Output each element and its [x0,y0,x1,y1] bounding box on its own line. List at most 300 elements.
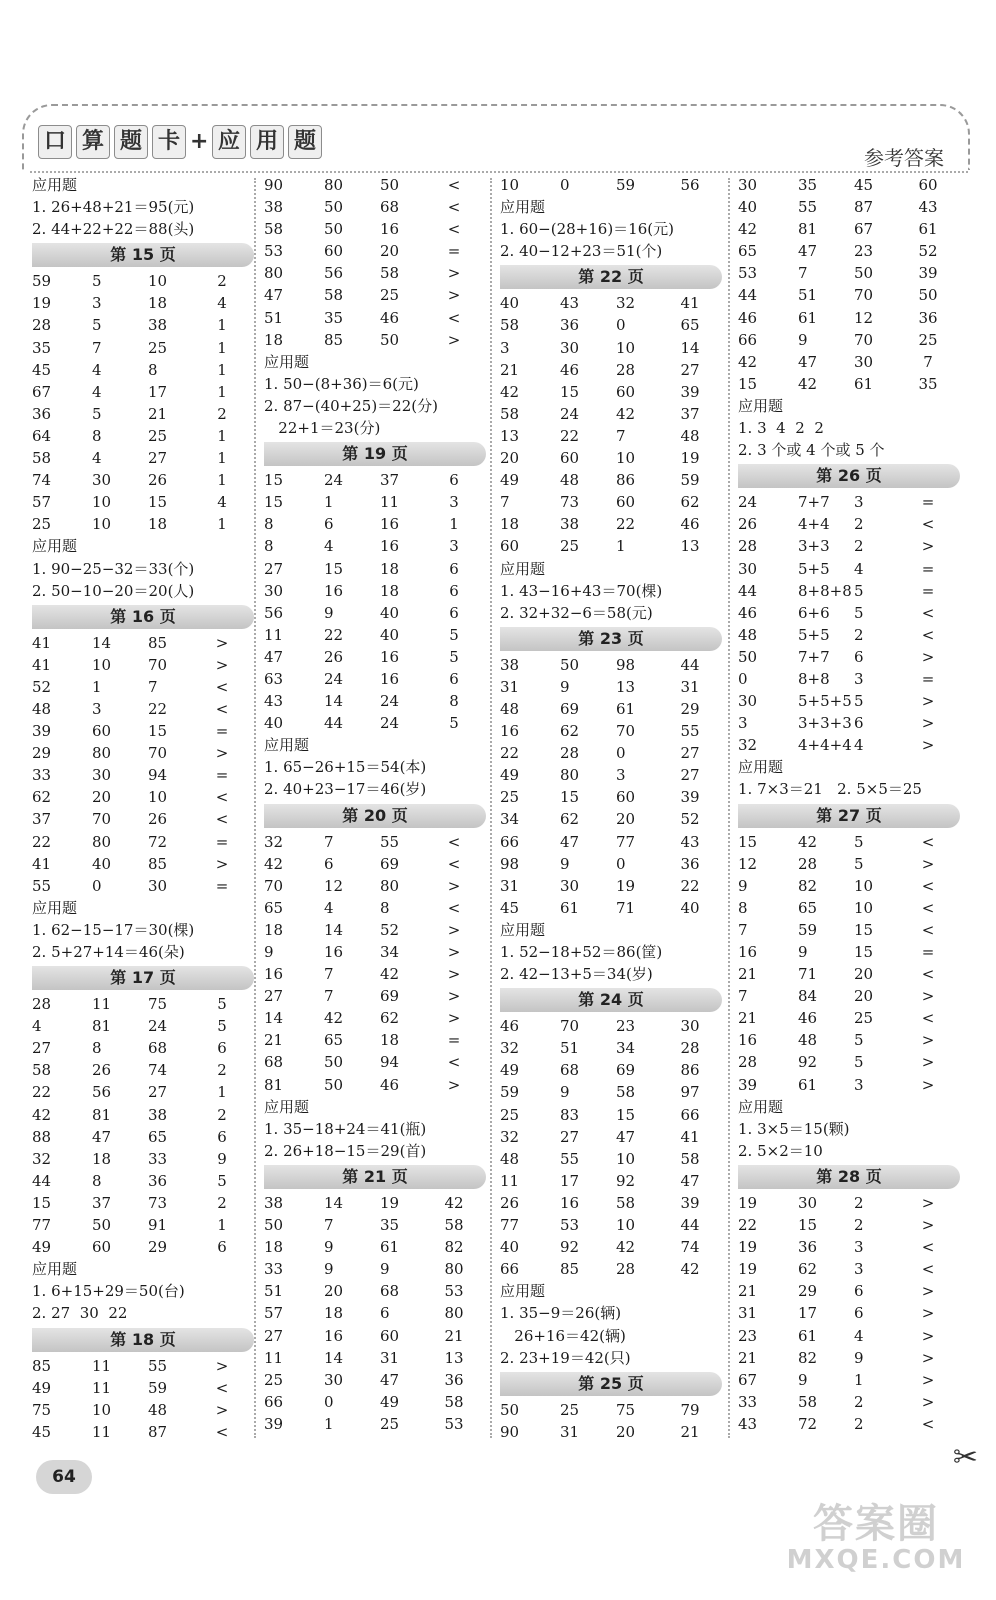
answer-row [264,1051,486,1073]
answer-cell: 60 [918,176,938,194]
answer-cell: 0 [616,316,626,335]
answer-cell: 18 [380,581,400,600]
answer-cell: 30 [92,766,112,785]
answer-cell: 35 [798,176,818,194]
answer-cell: 57 [32,493,52,512]
answer-cell: 81 [92,1105,112,1124]
answer-cell: 14 [324,920,344,939]
answer-cell: 29 [680,699,700,718]
answer-column-4 [738,174,960,1435]
answer-row [264,1302,486,1324]
answer-cell: 49 [32,1238,52,1257]
answer-cell: 67 [854,220,874,239]
answer-cell: 46 [500,1017,520,1036]
answer-cell: 30 [264,581,284,600]
answer-cell: 34 [616,1039,636,1058]
answer-cell: 3+3+3 [798,714,852,733]
answer-cell: 61 [616,699,636,718]
answer-cell: 62 [380,1009,400,1028]
page-section-header: 第 28 页 [738,1165,960,1189]
answer-cell: 16 [380,669,400,688]
answer-cell: 20 [616,1422,636,1441]
answer-row [264,963,486,985]
answer-row [500,1104,722,1126]
answer-cell: 1 [217,382,227,401]
answer-cell: 14 [264,1009,284,1028]
answer-row [738,1347,960,1369]
answer-cell: 19 [680,449,700,468]
answer-cell: 87 [148,1422,168,1441]
answer-cell: 3 [854,1075,864,1094]
answer-cell: 28 [738,1053,758,1072]
answer-row [264,240,486,262]
answer-cell: 1 [217,1216,227,1235]
answer-cell: 10 [92,515,112,534]
answer-cell: 83 [560,1105,580,1124]
answer-row [738,831,960,853]
answer-cell: 42 [264,854,284,873]
answer-cell: 65 [738,242,758,261]
answer-cell: 8 [380,898,390,917]
answer-cell: 15 [264,471,284,490]
answer-cell: = [447,1031,461,1050]
answer-row [738,558,960,580]
answer-cell: 38 [560,515,580,534]
answer-row [264,491,486,513]
answer-cell: 29 [148,1238,168,1257]
answer-row [738,262,960,284]
answer-cell: 84 [798,987,818,1006]
answer-cell: 50 [324,198,344,217]
answer-cell: 82 [798,1348,818,1367]
answer-cell: < [447,176,461,194]
answer-row [738,307,960,329]
answer-row [500,698,722,720]
word-problem-label: 应用题 [500,559,546,578]
answer-cell: 59 [148,1378,168,1397]
answer-cell: 28 [798,854,818,873]
answer-cell: 47 [798,352,818,371]
answer-cell: 48 [798,1031,818,1050]
answer-cell: 61 [798,1326,818,1345]
answer-cell: 47 [616,1127,636,1146]
answer-row [500,1399,722,1421]
answer-cell: 48 [680,426,700,445]
answer-cell: 85 [560,1260,580,1279]
answer-cell: 35 [918,374,938,393]
word-problem-answer: 1. 3×5＝15(颗) [738,1119,850,1138]
answer-cell: 28 [32,316,52,335]
answer-cell: > [921,1216,935,1235]
answer-cell: 48 [738,625,758,644]
answer-cell: 44 [32,1171,52,1190]
answer-cell: 5 [217,995,227,1014]
answer-row [264,218,486,240]
answer-row [738,1391,960,1413]
answer-cell: 58 [616,1083,636,1102]
answer-cell: 20 [500,449,520,468]
answer-row [32,1126,254,1148]
answer-cell: 85 [148,633,168,652]
answer-cell: 18 [92,1149,112,1168]
answer-cell: 46 [380,1075,400,1094]
answer-cell: 66 [500,832,520,851]
answer-row [500,1214,722,1236]
answer-cell: 5 [449,647,459,666]
answer-cell: 52 [680,810,700,829]
answer-cell: 47 [560,832,580,851]
answer-cell: 65 [264,898,284,917]
answer-cell: 66 [264,1392,284,1411]
page-section-header: 第 15 页 [32,243,254,267]
answer-row [32,1399,254,1421]
answer-cell: 70 [854,330,874,349]
answer-cell: 43 [264,692,284,711]
answer-cell: 50 [500,1400,520,1419]
answer-cell: 11 [380,493,400,512]
answer-cell: = [215,722,229,741]
word-problem-answer: 2. 42−13+5＝34(岁) [500,965,653,984]
answer-cell: 59 [680,471,700,490]
answer-cell: 15 [854,943,874,961]
answer-cell: > [447,286,461,305]
answer-cell: 32 [264,832,284,851]
answer-cell: 82 [444,1238,464,1257]
answer-row [264,1280,486,1302]
word-problem-label: 应用题 [264,1097,310,1116]
answer-cell: 65 [324,1031,344,1050]
answer-row [32,1059,254,1081]
answer-cell: 70 [148,655,168,674]
answer-cell: 61 [854,374,874,393]
answer-cell: 1 [449,515,459,534]
answer-cell: 70 [560,1017,580,1036]
answer-row [264,469,486,491]
answer-cell: 25 [32,515,52,534]
word-problem-answer: 1. 52−18+52＝86(筐) [500,943,663,961]
answer-cell: 3 [854,1260,864,1279]
answer-row [738,1029,960,1051]
answer-cell: > [921,736,935,755]
answer-cell: 68 [380,198,400,217]
answer-cell: 52 [918,242,938,261]
answer-cell: < [921,1238,935,1257]
answer-row [32,853,254,875]
answer-cell: 66 [680,1105,700,1124]
answer-cell: < [921,898,935,917]
answer-row [738,351,960,373]
answer-row [32,314,254,336]
answer-row [500,292,722,314]
answer-cell: = [215,832,229,851]
answer-cell: 27 [148,1083,168,1102]
answer-cell: 56 [264,603,284,622]
answer-cell: 88 [32,1127,52,1146]
word-problem-answer: 1. 26+48+21＝95(元) [32,198,195,217]
answer-cell: 43 [918,198,938,217]
answer-row [264,1007,486,1029]
answer-cell: 71 [798,965,818,984]
answer-cell: 10 [148,788,168,807]
answer-cell: > [921,1053,935,1072]
answer-cell: 82 [798,876,818,895]
answer-cell: 10 [500,176,520,194]
word-problem-answer: 1. 35−18+24＝41(瓶) [264,1119,427,1138]
column-divider [254,178,256,1438]
watermark-url: MXQE.COM [786,1545,966,1575]
answer-row [32,1015,254,1037]
answer-cell: 34 [380,943,400,961]
answer-cell: 42 [324,1009,344,1028]
answer-cell: < [215,1378,229,1397]
word-problem-label: 应用题 [500,198,546,217]
answer-row [32,698,254,720]
answer-cell: 17 [798,1304,818,1323]
answer-row [264,853,486,875]
answer-cell: 45 [32,1422,52,1441]
answer-row [32,403,254,425]
answer-row [264,329,486,351]
answer-cell: 30 [680,1017,700,1036]
answer-cell: 30 [148,876,168,895]
answer-cell: 53 [560,1216,580,1235]
answer-cell: 59 [616,176,636,194]
answer-cell: 3 [92,699,102,718]
answer-row [264,1413,486,1435]
page-section-header: 第 16 页 [32,605,254,629]
answer-row [500,786,722,808]
answer-cell: 51 [264,308,284,327]
answer-cell: 68 [148,1039,168,1058]
answer-cell: 27 [560,1127,580,1146]
answer-cell: 56 [92,1083,112,1102]
answer-cell: 73 [560,493,580,512]
answer-cell: 39 [918,264,938,283]
word-problem-answer: 2. 44+22+22＝88(头) [32,220,195,239]
answer-cell: 23 [854,242,874,261]
answer-cell: 18 [380,559,400,578]
answer-cell: 8 [264,515,274,534]
answer-cell: 60 [92,1238,112,1257]
answer-cell: 25 [148,338,168,357]
answer-cell: 79 [680,1400,700,1419]
answer-cell: < [215,788,229,807]
answer-row [500,337,722,359]
title-char: 用 [250,125,284,159]
answer-cell: 4 [92,449,102,468]
answer-row [738,1074,960,1096]
answer-cell: < [921,832,935,851]
word-problem-answer: 1. 60−(28+16)＝16(元) [500,220,674,239]
answer-cell: 1 [217,471,227,490]
answer-cell: 9 [324,603,334,622]
answer-cell: 21 [264,1031,284,1050]
answer-cell: 36 [798,1238,818,1257]
answer-cell: 4+4 [798,515,830,534]
answer-cell: 80 [92,744,112,763]
answer-cell: 69 [616,1061,636,1080]
answer-column-3 [500,174,722,1443]
answer-cell: 13 [616,677,636,696]
answer-cell: 41 [680,1127,700,1146]
answer-cell: 6 [449,559,459,578]
answer-cell: 20 [854,987,874,1006]
answer-row [32,808,254,830]
answer-cell: 52 [380,920,400,939]
answer-cell: 2 [854,515,864,534]
answer-cell: > [921,1370,935,1389]
answer-row [500,720,722,742]
answer-cell: 29 [32,744,52,763]
answer-row [32,831,254,853]
answer-cell: 50 [560,655,580,674]
answer-cell: 11 [500,1171,520,1190]
answer-cell: 77 [500,1216,520,1235]
answer-cell: 46 [680,515,700,534]
answer-cell: 10 [854,898,874,917]
answer-cell: 6 [217,1127,227,1146]
answer-cell: = [921,559,935,578]
answer-cell: 31 [500,876,520,895]
answer-row [264,535,486,557]
answer-cell: 18 [324,1304,344,1323]
answer-cell: 8 [738,898,748,917]
answer-cell: 43 [560,294,580,313]
answer-cell: 49 [32,1378,52,1397]
answer-cell: 11 [92,1356,112,1375]
word-problem-answer: 2. 27 30 22 [32,1304,128,1323]
answer-cell: < [447,220,461,239]
answer-cell: 31 [738,1304,758,1323]
page-section-header: 第 18 页 [32,1328,254,1352]
answer-row [738,1214,960,1236]
answer-cell: 56 [324,264,344,283]
answer-cell: 25 [500,788,520,807]
answer-cell: 48 [32,699,52,718]
answer-cell: 46 [380,308,400,327]
answer-cell: 27 [680,360,700,379]
answer-row [264,624,486,646]
answer-cell: 2 [854,1392,864,1411]
answer-cell: 30 [798,1193,818,1212]
answer-cell: 60 [616,493,636,512]
word-problem-label: 应用题 [500,920,546,939]
answer-row [264,558,486,580]
answer-cell: 14 [92,633,112,652]
answer-row [738,513,960,535]
answer-row [264,668,486,690]
answer-cell: 58 [444,1216,464,1235]
answer-cell: 42 [798,832,818,851]
word-problem-label: 应用题 [738,396,784,415]
answer-cell: 50 [324,220,344,239]
word-problem-answer: 2. 32+32−6＝58(元) [500,603,653,622]
answer-cell: 1 [616,537,626,556]
answer-cell: 18 [148,515,168,534]
answer-cell: 49 [380,1392,400,1411]
answer-cell: 1 [217,515,227,534]
word-problem-answer: 1. 7×3＝21 2. 5×5＝25 [738,780,922,799]
answer-cell: 42 [616,1238,636,1257]
answer-cell: > [921,1348,935,1367]
answer-cell: 9 [560,1083,570,1102]
answer-cell: 5 [854,832,864,851]
answer-row [500,1258,722,1280]
answer-row [738,712,960,734]
word-problem-answer: 2. 5+27+14＝46(朵) [32,943,185,961]
answer-row [500,1421,722,1443]
word-problem-answer: 2. 40+23−17＝46(岁) [264,780,427,799]
answer-row [500,1148,722,1170]
answer-cell: 1 [854,1370,864,1389]
answer-row [264,985,486,1007]
answer-cell: 4 [854,1326,864,1345]
answer-cell: 58 [32,449,52,468]
answer-cell: 41 [32,854,52,873]
answer-row [32,1148,254,1170]
answer-row [264,1192,486,1214]
answer-cell: 57 [264,1304,284,1323]
answer-cell: 61 [560,898,580,917]
answer-cell: 5 [217,1171,227,1190]
answer-cell: 22 [680,876,700,895]
answer-cell: 22 [560,426,580,445]
answer-cell: 25 [560,1400,580,1419]
book-title [38,124,326,160]
answer-cell: 58 [32,1061,52,1080]
answer-cell: 5 [92,316,102,335]
answer-row [264,307,486,329]
answer-cell: 6 [854,647,864,666]
answer-cell: 42 [798,374,818,393]
answer-cell: 17 [560,1171,580,1190]
word-problem-answer: 2. 26+18−15＝29(首) [264,1141,427,1160]
answer-cell: 90 [264,176,284,194]
answer-cell: 71 [616,898,636,917]
answer-row [500,875,722,897]
answer-row [264,1214,486,1236]
answer-cell: 87 [854,198,874,217]
answer-cell: > [447,1075,461,1094]
page-section-header: 第 20 页 [264,804,486,828]
answer-cell: 11 [92,1378,112,1397]
answer-row [738,491,960,513]
answer-cell: 48 [560,471,580,490]
answer-row [32,359,254,381]
answer-cell: 14 [324,692,344,711]
answer-cell: 44 [738,581,758,600]
answer-cell: 74 [148,1061,168,1080]
answer-cell: 9 [798,330,808,349]
answer-cell: 16 [560,1193,580,1212]
answer-cell: > [921,987,935,1006]
answer-cell: 7 [324,987,334,1006]
answer-cell: 11 [92,995,112,1014]
answer-row [264,897,486,919]
answer-cell: 62 [798,1260,818,1279]
answer-cell: 6 [324,515,334,534]
answer-cell: 39 [680,788,700,807]
answer-cell: 38 [264,1193,284,1212]
answer-cell: 2 [217,404,227,423]
answer-row [32,1421,254,1443]
answer-cell: 16 [324,943,344,961]
answer-cell: 1 [92,677,102,696]
answer-cell: 15 [148,493,168,512]
answer-cell: 4 [217,493,227,512]
answer-cell: 80 [444,1304,464,1323]
answer-cell: 42 [380,965,400,984]
